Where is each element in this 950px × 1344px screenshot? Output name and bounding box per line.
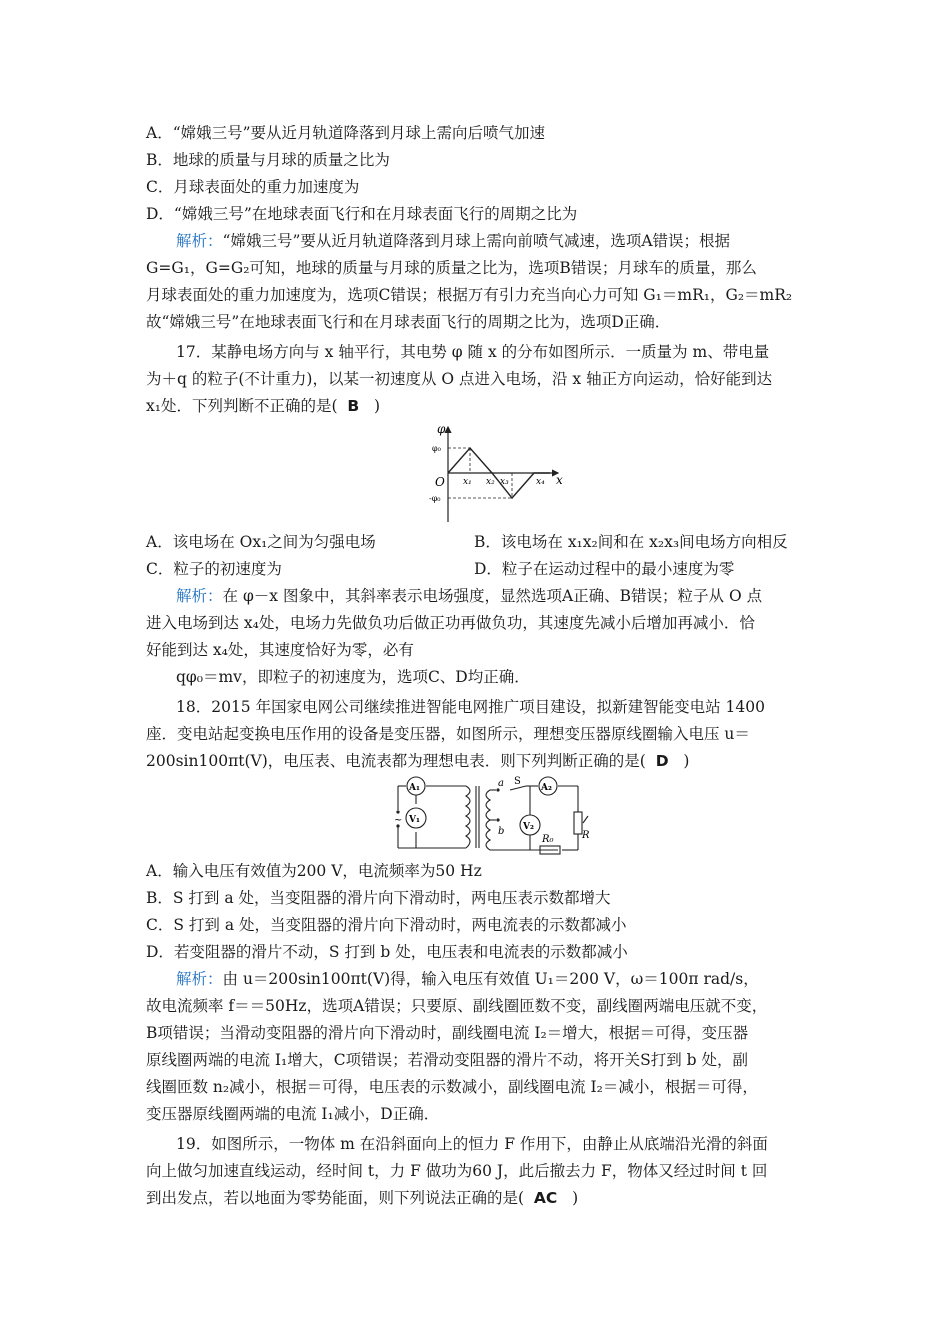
q17-stem-line-2: 为＋q 的粒子(不计重力)，以某一初速度从 O 点进入电场，沿 x 轴正方向运动，恰好能到达 [146,370,773,388]
q19-stem-line-3 [146,1188,806,1208]
q18-option-c: C．S 打到 a 处，当变阻器的滑片向下滑动时，两电流表的示数都减小 [146,916,627,934]
q16-option-a: A．“嫦娥三号”要从近月轨道降落到月球上需向后喷气加速 [146,124,546,142]
jiexi-label: 解析： [176,587,223,605]
q18-solution-text-1: 由 u＝200sin100πt(V)得，输入电压有效值 U₁＝200 V，ω＝100π rad/s， [222,970,759,988]
q18-option-d: D．若变阻器的滑片不动，S 打到 b 处，电压表和电流表的示数都减小 [146,943,628,961]
q18-stem-line-1: 18．2015 年国家电网公司继续推进智能电网推广项目建设，拟新建智能变电站 1400 [176,698,765,716]
q17-solution-text-1: 在 φ－x 图象中，其斜率表示电场强度，显然选项A正确、B错误；粒子从 O 点 [222,587,763,605]
q18-solution-line-6: 变压器原线圈两端的电流 I₁减小，D正确． [146,1105,440,1123]
q16-option-c: C．月球表面处的重力加速度为 [146,178,360,196]
q18-stem-line-3 [146,751,806,771]
q16-solution-line-3: 月球表面处的重力加速度为，选项C错误；根据万有引力充当向心力可知 G₁＝mR₁，G₂＝mR₂ [146,286,793,304]
a2-label: A₂ [541,783,552,793]
potential-graph [418,422,566,524]
q16-solution-text-1: “嫦娥三号”要从近月轨道降落到月球上需向前喷气减速，选项A错误；根据 [222,232,731,250]
q19-stem-text-3: 到出发点，若以地面为零势能面，则下列说法正确的是( [146,1189,525,1207]
terminal-b-label: b [498,826,505,837]
q17-option-a: A．该电场在 Ox₁之间为匀强电场 [146,533,376,551]
q17-solution-line-3: 好能到达 x₄处，其速度恰好为零，必有 [146,641,414,659]
q17-options-row-1 [146,532,806,552]
q18-solution-line-3: B项错误；当滑动变阻器的滑片向下滑动时，副线圈电流 I₂＝增大，根据＝可得，变压器 [146,1024,749,1042]
q18-close-paren: ) [683,752,690,770]
q18-solution-line-5: 线圈匝数 n₂减小，根据＝可得，电压表的示数减小，副线圈电流 I₂＝减小，根据＝可得， [146,1078,758,1096]
x-axis-label: x [556,473,563,487]
q17-options-row-2 [146,559,806,579]
q17-option-b: B．该电场在 x₁x₂间和在 x₂x₃间电场方向相反 [474,533,788,551]
q19-stem-line-1: 19．如图所示，一物体 m 在沿斜面向上的恒力 F 作用下，由静止从底端沿光滑的斜面 [176,1135,768,1153]
jiexi-label: 解析： [176,232,223,250]
origin-label: O [435,475,445,489]
q18-answer: D [655,752,669,770]
q17-close-paren: ) [373,397,381,415]
q17-option-c: C．粒子的初速度为 [146,560,282,578]
x4-label: x₄ [536,477,545,487]
q17-solution-line-1 [176,586,836,606]
q17-option-d: D．粒子在运动过程中的最小速度为零 [474,560,735,578]
q18-stem-line-2: 座．变电站起变换电压作用的设备是变压器，如图所示，理想变压器原线圈输入电压 u＝ [146,725,750,743]
a1-label: A₁ [409,783,420,793]
q17-solution-line-4: qφ₀＝mv，即粒子的初速度为，选项C、D均正确． [176,668,530,686]
q16-option-b: B．地球的质量与月球的质量之比为 [146,151,390,169]
q19-stem-line-2: 向上做匀加速直线运动，经时间 t，力 F 做功为60 J，此后撤去力 F，物体又经过时间 t 回 [146,1162,768,1180]
switch-s-label: S [514,776,521,787]
q17-solution-line-2: 进入电场到达 x₄处，电场力先做负功后做正功再做负功，其速度先减小后增加再减小．恰 [146,614,755,632]
ac-source-label: ~ [394,815,403,826]
q16-solution-line-2: G=G₁，G=G₂可知，地球的质量与月球的质量之比为，选项B错误；月球车的质量，那么 [146,259,757,277]
q18-option-b: B．S 打到 a 处，当变阻器的滑片向下滑动时，两电压表示数都增大 [146,889,611,907]
phi0-label: φ₀ [432,444,441,453]
q18-solution-line-4: 原线圈两端的电流 I₁增大，C项错误；若滑动变阻器的滑片不动，将开关S打到 b 处，副 [146,1051,749,1069]
x3-label: x₃ [500,477,509,487]
resistor-r0-label: R₀ [542,834,554,845]
transformer-circuit [378,776,600,858]
q16-solution-line-4: 故“嫦娥三号”在地球表面飞行和在月球表面飞行的周期之比为，选项D正确． [146,313,671,331]
q18-option-a: A．输入电压有效值为200 V，电流频率为50 Hz [146,862,482,880]
q19-close-paren: ) [572,1189,579,1207]
q19-answer: AC [533,1189,558,1207]
v2-label: V₂ [523,822,534,832]
x1-label: x₁ [463,477,472,487]
q17-answer: B [347,397,360,415]
v1-label: V₁ [409,815,420,825]
q16-solution-line-1 [176,231,836,251]
x2-label: x₂ [486,477,495,487]
y-axis-label: φ [437,422,446,436]
jiexi-label: 解析： [176,970,223,988]
q17-stem-text-3: x₁处．下列判断不正确的是( [146,397,338,415]
terminal-a-label: a [498,778,504,789]
q18-solution-line-1 [176,969,836,989]
q18-solution-line-2: 故电流频率 f＝＝50Hz，选项A错误；只要原、副线圈匝数不变，副线圈两端电压就不变， [146,997,768,1015]
q18-stem-text-3: 200sin100πt(V)，电压表、电流表都为理想电表．则下列判断正确的是( [146,752,646,770]
rheostat-r-label: R [582,830,590,841]
q17-stem-line-3 [146,396,806,416]
neg-phi0-label: -φ₀ [429,494,441,503]
q16-option-d: D．“嫦娥三号”在地球表面飞行和在月球表面飞行的周期之比为 [146,205,578,223]
q17-stem-line-1: 17．某静电场方向与 x 轴平行，其电势 φ 随 x 的分布如图所示．一质量为 m、带电量 [176,343,770,361]
